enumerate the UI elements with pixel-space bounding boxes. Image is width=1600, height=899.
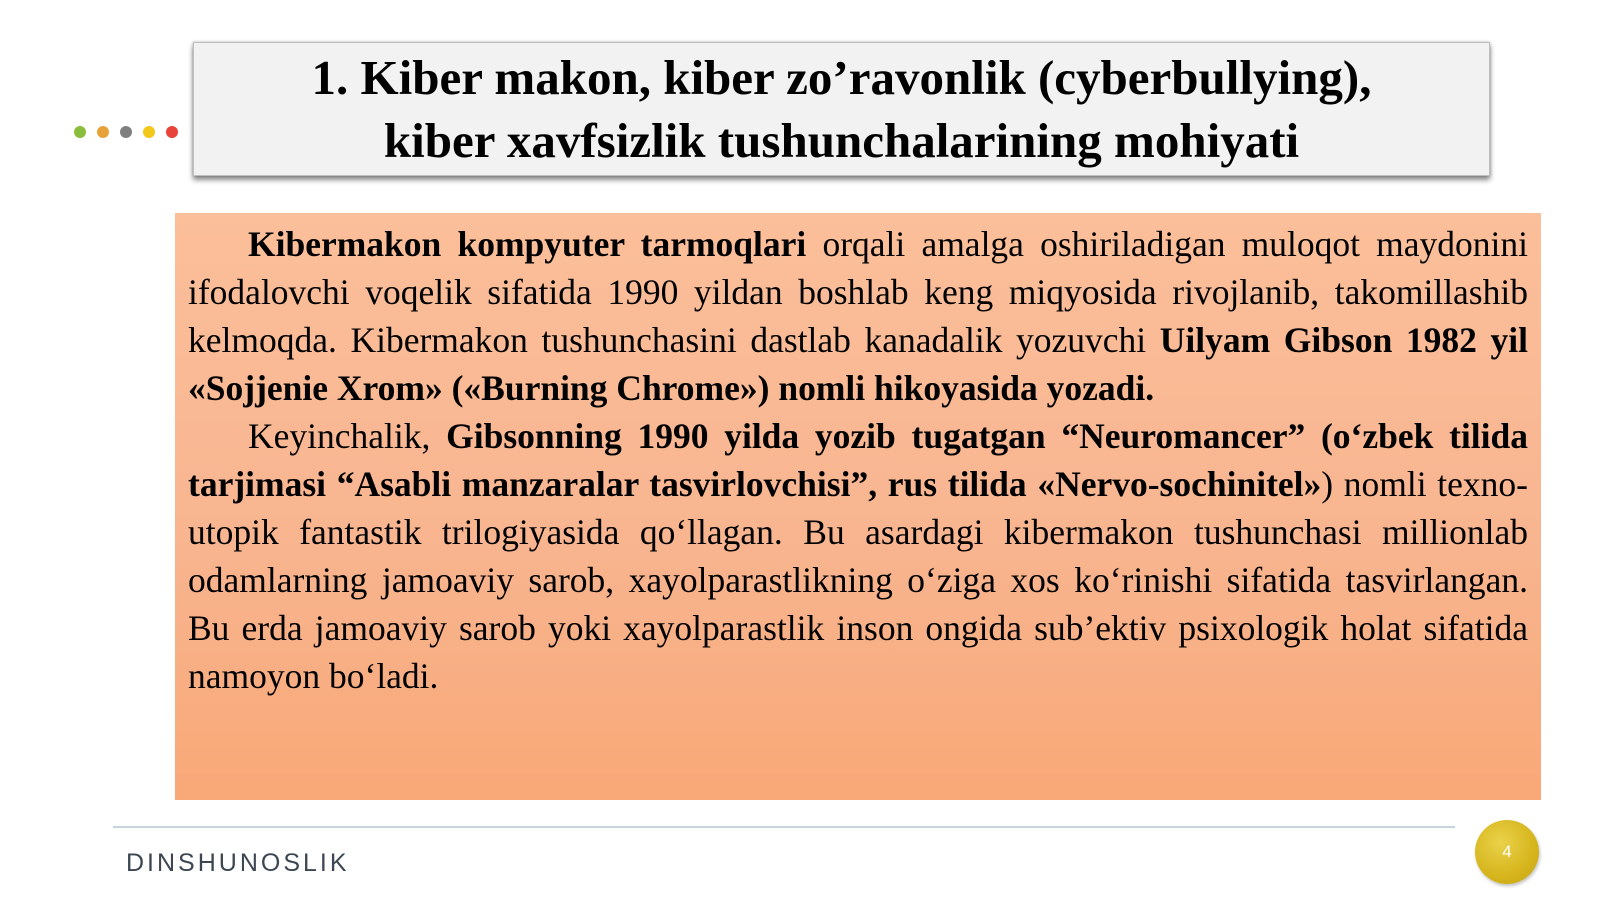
dot-gray [120, 126, 132, 138]
paragraph-1-bold-lead: Kibermakon kompyuter tarmoqlari [248, 224, 807, 264]
paragraph-2 [188, 412, 1528, 700]
dot-yellow [143, 126, 155, 138]
paragraph-2-bold: Gibsonning 1990 yilda yozib tugatgan “Neuromancer” (o‘zbek tilida tarjimasi “Asabli manzaralar tasvirlovchisi”, rus tilida «Nervo-sochinitel» [188, 416, 1528, 504]
paragraph-2-text: ) nomli texno-utopik fantastik trilogiyasida qo‘llagan. Bu asardagi kibermakon tushunchasi millionlab odamlarning jamoaviy sarob, xayolparastlikning o‘ziga xos ko‘rinishi sifatida tasvirlangan. Bu erda jamoaviy sarob yoki xayolparastlik inson ongida sub’ektiv psixologik holat sifatida namoyon bo‘ladi. [188, 464, 1528, 696]
slide-title-line-1: 1. Kiber makon, kiber zo’ravonlik (cyberbullying), [311, 50, 1372, 105]
page-number: 4 [1502, 842, 1512, 861]
dot-red [166, 126, 178, 138]
paragraph-1-text: orqali amalga oshiriladigan muloqot maydonini ifodalovchi voqelik sifatida 1990 yildan boshlab keng miqyosida rivojlanib, takomillashib kelmoqda. Kibermakon tushunchasini dastlab kanadalik yozuvchi [188, 224, 1529, 360]
dot-green [74, 126, 86, 138]
paragraph-1-bold-tail: Uilyam Gibson 1982 yil «Sojjenie Xrom» («Burning Chrome») nomli hikoyasida yozadi. [188, 320, 1528, 408]
footer-label: DINSHUNOSLIK [126, 849, 350, 877]
dot-orange [97, 126, 109, 138]
paragraph-2-lead: Keyinchalik, [248, 416, 447, 456]
slide-title-line-2: kiber xavfsizlik tushunchalarining mohiyati [383, 113, 1300, 168]
content-text-box [175, 213, 1541, 800]
slide-title-box [193, 42, 1490, 176]
paragraph-1 [188, 220, 1528, 412]
footer-divider [113, 826, 1455, 828]
page-number-badge [1475, 820, 1539, 884]
decorative-dots [74, 126, 178, 138]
